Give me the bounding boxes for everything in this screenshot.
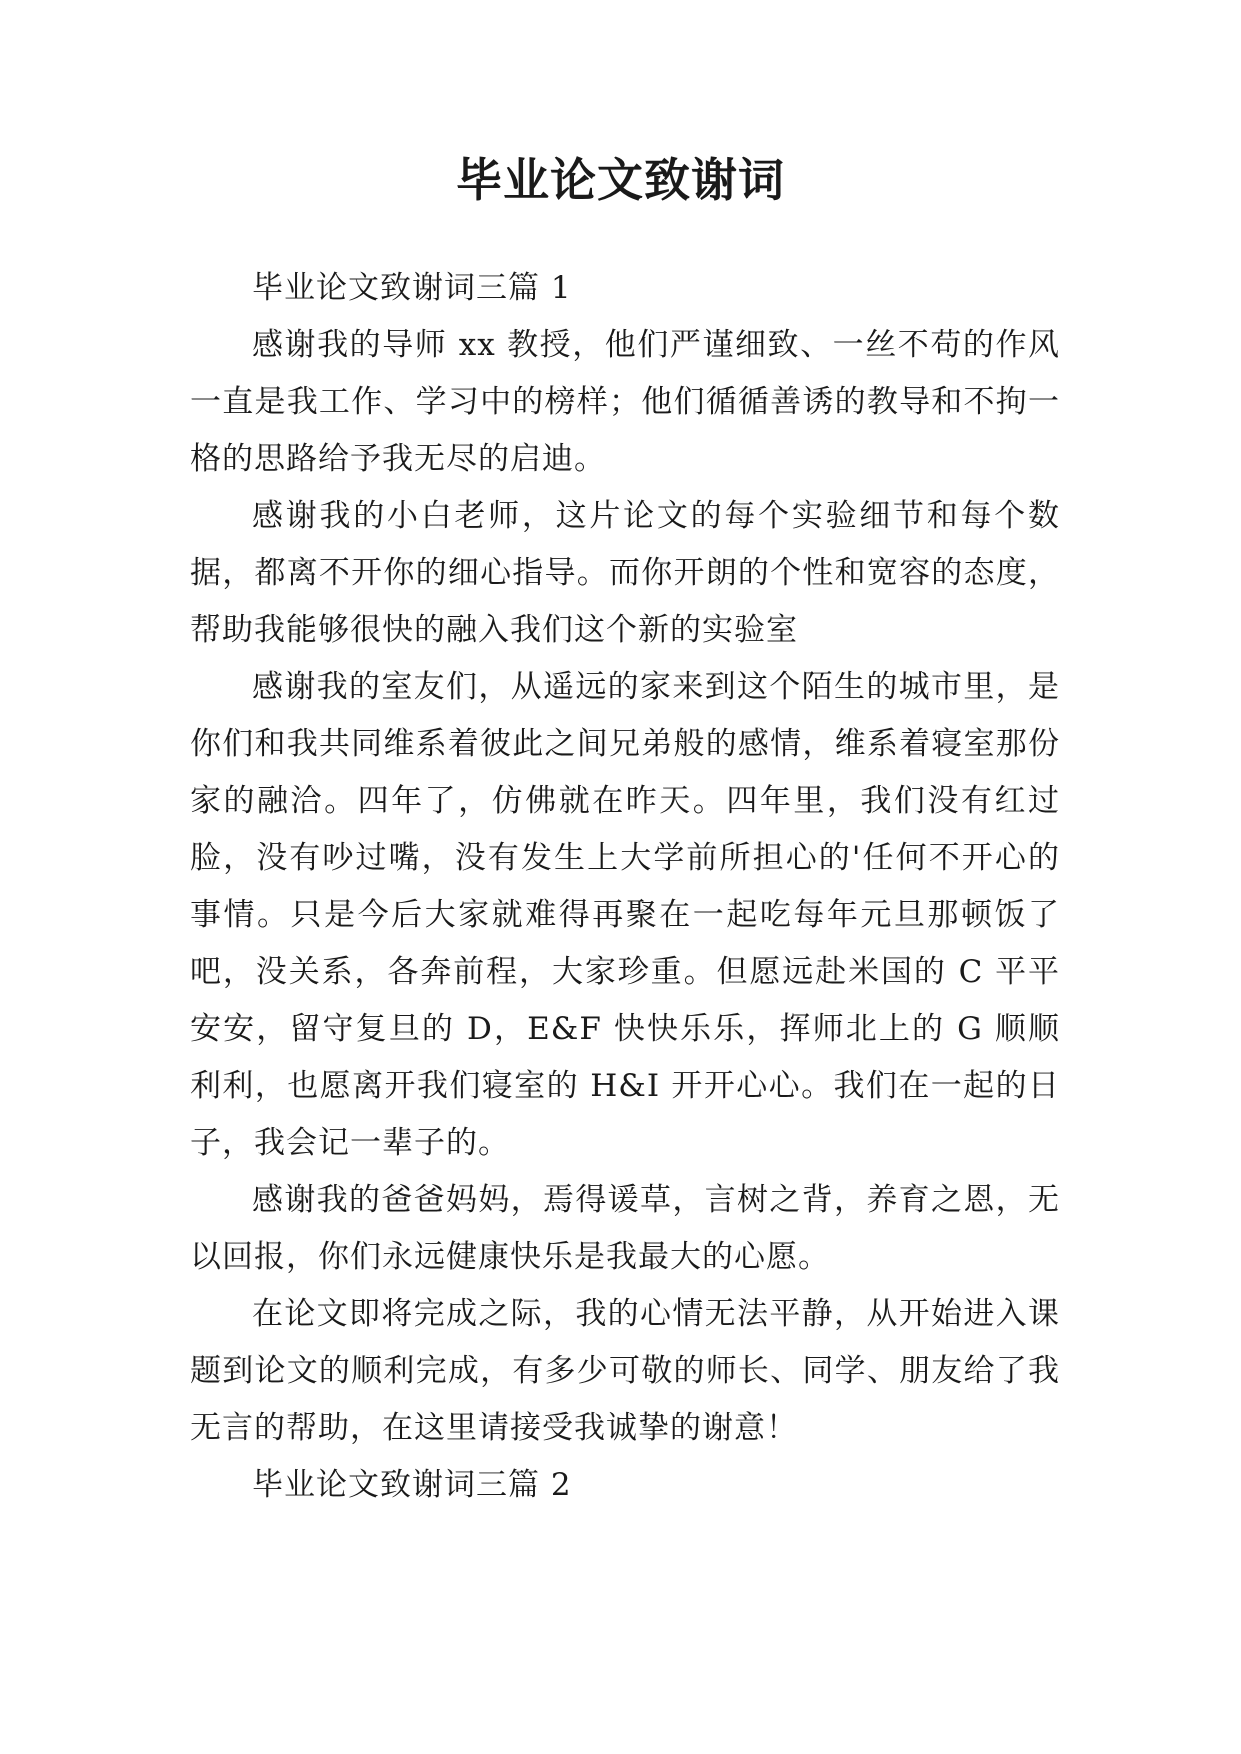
- paragraph-parents: 感谢我的爸爸妈妈，焉得谖草，言树之背，养育之恩，无以回报，你们永远健康快乐是我最大的心愿。: [190, 1182, 1060, 1275]
- section-heading-2: 毕业论文致谢词三篇 2: [252, 1467, 572, 1503]
- document-body: [190, 260, 1060, 1514]
- paragraph-advisor: 感谢我的导师 xx 教授，他们严谨细致、一丝不苟的作风一直是我工作、学习中的榜样；他们循循善诱的教导和不拘一格的思路给予我无尽的启迪。: [190, 327, 1060, 477]
- section-heading-1: 毕业论文致谢词三篇 1: [252, 270, 572, 306]
- paragraph-closing: 在论文即将完成之际，我的心情无法平静，从开始进入课题到论文的顺利完成，有多少可敬的师长、同学、朋友给了我无言的帮助，在这里请接受我诚挚的谢意！: [190, 1296, 1060, 1446]
- paragraph-teacher: 感谢我的小白老师，这片论文的每个实验细节和每个数据，都离不开你的细心指导。而你开朗的个性和宽容的态度，帮助我能够很快的融入我们这个新的实验室: [190, 498, 1060, 648]
- paragraph-roommates: 感谢我的室友们，从遥远的家来到这个陌生的城市里，是你们和我共同维系着彼此之间兄弟般的感情，维系着寝室那份家的融洽。四年了，仿佛就在昨天。四年里，我们没有红过脸，没有吵过嘴，没有发生上大学前所担心的'任何不开心的事情。只是今后大家就难得再聚在一起吃每年元旦那顿饭了吧，没关系，各奔前程，大家珍重。但愿远赴米国的 C 平平安安，留守复旦的 D，E&F 快快乐乐，挥师北上的 G 顺顺利利，也愿离开我们寝室的 H&I 开开心心。我们在一起的日子，我会记一辈子的。: [190, 669, 1060, 1161]
- document-title: 毕业论文致谢词: [456, 153, 785, 207]
